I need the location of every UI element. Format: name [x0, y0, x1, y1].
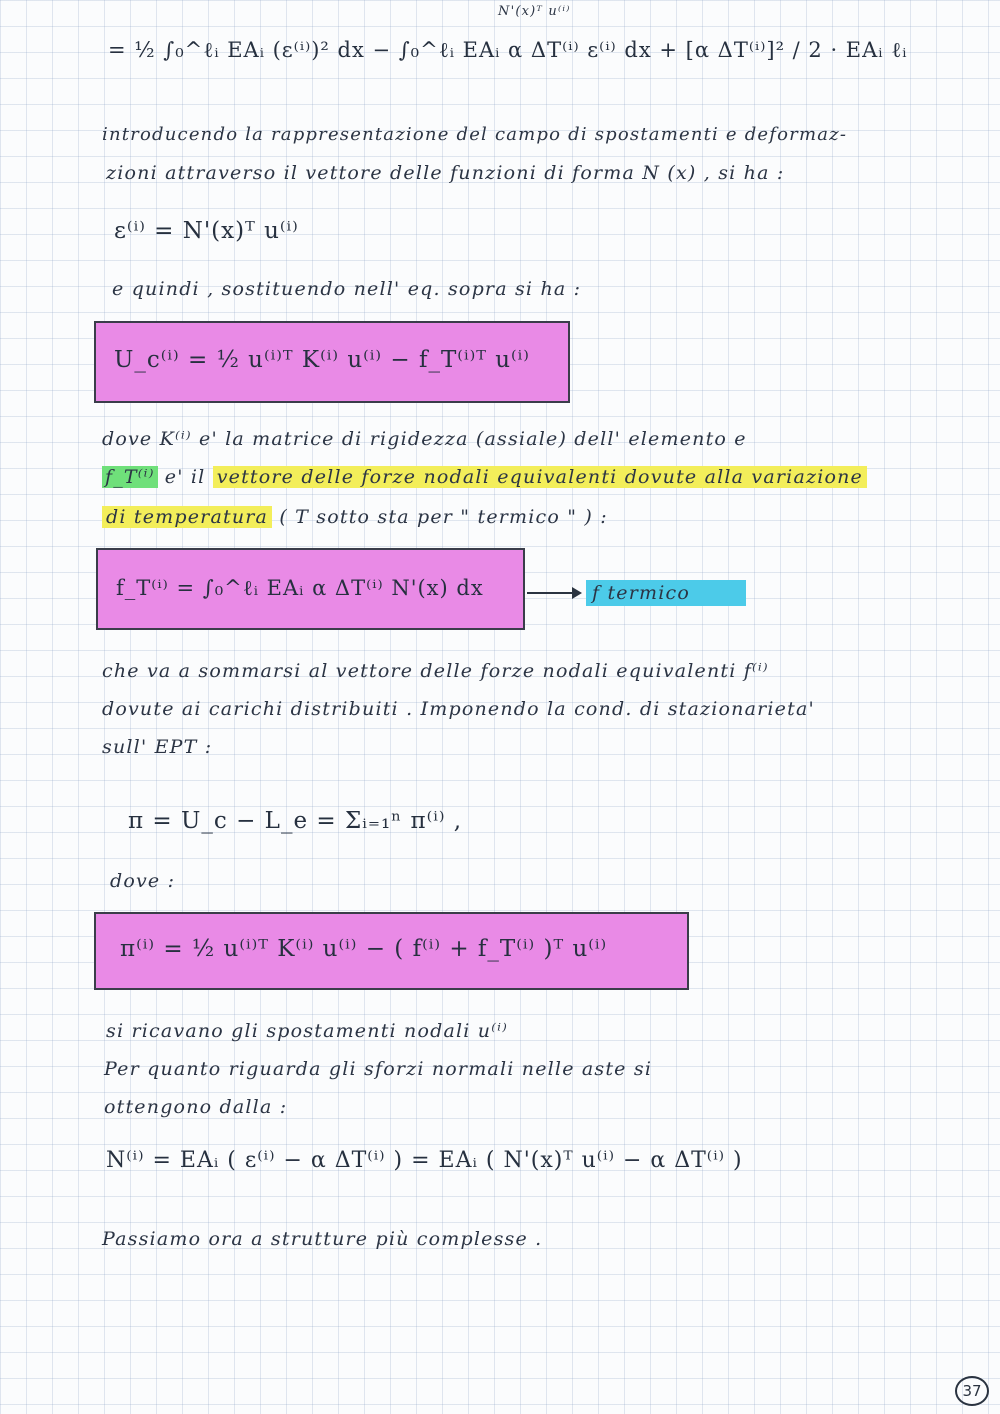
- thermal-vector-symbol: f_T⁽ⁱ⁾: [102, 466, 158, 488]
- text-line-5: [102, 466, 867, 488]
- text-line-6-rest: ( T sotto sta per " termico " ) :: [272, 506, 608, 528]
- text-line-10: dove :: [110, 870, 176, 892]
- text-line-6: [102, 506, 608, 528]
- text-line-3: e quindi , sostituendo nell' eq. sopra si ha :: [112, 278, 582, 300]
- thermal-equation: f_T⁽ⁱ⁾ = ∫₀^ℓᵢ EAᵢ α ΔT⁽ⁱ⁾ N'(x) dx: [116, 576, 484, 600]
- highlighted-phrase-1: vettore delle forze nodali equivalenti dovute alla variazione: [213, 466, 867, 488]
- normal-force-equation: N⁽ⁱ⁾ = EAᵢ ( ε⁽ⁱ⁾ − α ΔT⁽ⁱ⁾ ) = EAᵢ ( N'(x)ᵀ u⁽ⁱ⁾ − α ΔT⁽ⁱ⁾ ): [106, 1148, 743, 1173]
- text-line-7: che va a sommarsi al vettore delle forze nodali equivalenti f⁽ⁱ⁾: [102, 660, 769, 682]
- page-number: 37: [955, 1376, 989, 1406]
- text-line-13: ottengono dalla :: [104, 1096, 288, 1118]
- top-annotation: N'(x)ᵀ u⁽ⁱ⁾: [498, 4, 571, 19]
- text-line-14: Passiamo ora a strutture più complesse .: [102, 1228, 543, 1250]
- text-line-5-mid: e' il: [157, 466, 213, 488]
- text-line-12: Per quanto riguarda gli sforzi normali nelle aste si: [104, 1058, 653, 1080]
- energy-equation-box: [94, 321, 570, 403]
- text-line-11: si ricavano gli spostamenti nodali u⁽ⁱ⁾: [106, 1020, 508, 1042]
- highlighted-phrase-2: di temperatura: [102, 506, 272, 528]
- energy-equation: U_c⁽ⁱ⁾ = ½ u⁽ⁱ⁾ᵀ K⁽ⁱ⁾ u⁽ⁱ⁾ − f_T⁽ⁱ⁾ᵀ u⁽ⁱ⁾: [114, 347, 530, 373]
- text-line-8: dovute ai carichi distribuiti . Imponendo la cond. di stazionarieta': [102, 698, 815, 720]
- element-energy-equation: π⁽ⁱ⁾ = ½ u⁽ⁱ⁾ᵀ K⁽ⁱ⁾ u⁽ⁱ⁾ − ( f⁽ⁱ⁾ + f_T⁽ⁱ⁾ )ᵀ u⁽ⁱ⁾: [120, 936, 608, 962]
- text-line-1: introducendo la rappresentazione del campo di spostamenti e deformaz-: [102, 124, 848, 145]
- text-line-2: zioni attraverso il vettore delle funzioni di forma N (x) , si ha :: [106, 162, 785, 184]
- element-energy-box: [94, 912, 689, 990]
- thermal-equation-box: [96, 548, 525, 630]
- text-line-9: sull' EPT :: [102, 736, 213, 758]
- arrow-line: [527, 592, 573, 594]
- strain-equation: ε⁽ⁱ⁾ = N'(x)ᵀ u⁽ⁱ⁾: [114, 218, 299, 244]
- thermal-tag: f termico: [592, 582, 691, 604]
- arrow-head: [572, 587, 582, 599]
- total-energy-equation: π = U_c − L_e = Σᵢ₌₁ⁿ π⁽ⁱ⁾ ,: [128, 808, 463, 834]
- text-line-4: dove K⁽ⁱ⁾ e' la matrice di rigidezza (assiale) dell' elemento e: [102, 428, 747, 450]
- top-equation: = ½ ∫₀^ℓᵢ EAᵢ (ε⁽ⁱ⁾)² dx − ∫₀^ℓᵢ EAᵢ α ΔT⁽ⁱ⁾ ε⁽ⁱ⁾ dx + [α ΔT⁽ⁱ⁾]² / 2 · EAᵢ ℓᵢ: [108, 38, 908, 62]
